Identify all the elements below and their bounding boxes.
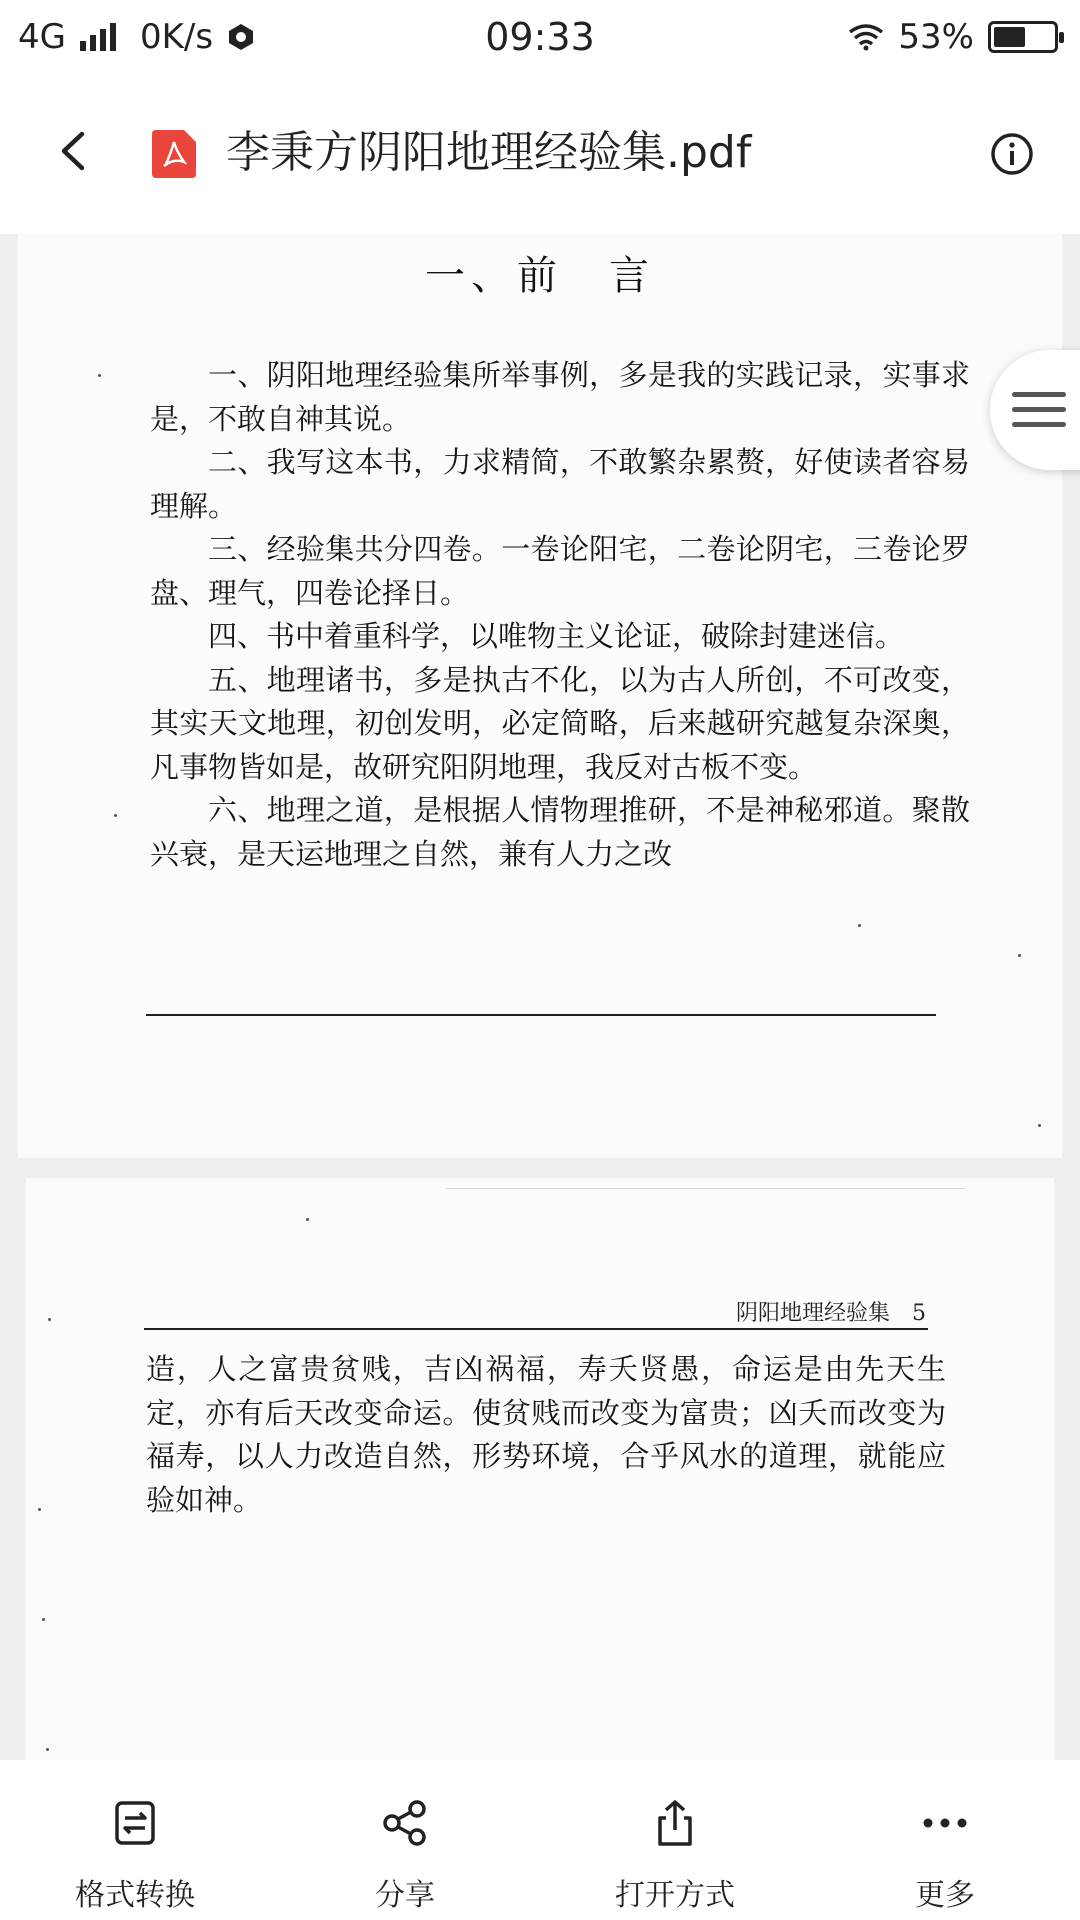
pdf-page <box>18 234 1062 1158</box>
page-rule <box>146 1014 936 1016</box>
back-arrow-icon[interactable] <box>50 126 100 176</box>
paragraph: 五、地理诸书，多是执古不化，以为古人所创，不可改变，其实天文地理，初创发明，必定简略，后来越研究越复杂深奥，凡事物皆如是，故研究阳阴地理，我反对古板不变。 <box>150 662 970 784</box>
battery-icon <box>988 21 1058 53</box>
status-left <box>18 17 255 57</box>
more-icon <box>920 1798 970 1848</box>
paragraph: 六、地理之道，是根据人情物理推研，不是神秘邪道。聚散兴衰，是天运地理之自然，兼有人力之改 <box>150 793 970 871</box>
format-convert-button[interactable] <box>0 1760 270 1920</box>
app-header <box>0 74 1080 234</box>
toolbar-label: 更多 <box>915 1878 975 1913</box>
toolbar-label: 分享 <box>375 1878 435 1913</box>
document-title: 李秉方阴阳地理经验集.pdf <box>226 127 752 178</box>
toolbar-label: 格式转换 <box>75 1878 195 1913</box>
status-right <box>848 17 1058 57</box>
section-heading: 一、前 言 <box>425 253 655 299</box>
info-icon[interactable] <box>990 132 1034 176</box>
pdf-viewer[interactable] <box>0 234 1080 1760</box>
paragraph: 二、我写这本书，力求精简，不敢繁杂累赘，好使读者容易理解。 <box>150 445 970 523</box>
network-type: 4G <box>18 17 66 57</box>
page-number: 5 <box>912 1301 926 1326</box>
running-header <box>736 1296 926 1327</box>
wifi-icon <box>848 23 884 51</box>
page-rule <box>144 1328 928 1330</box>
share-icon <box>380 1798 430 1848</box>
paragraph: 一、阴阳地理经验集所举事例，多是我的实践记录，实事求是，不敢自神其说。 <box>150 358 970 436</box>
page-body <box>146 1348 946 1522</box>
hamburger-menu-icon <box>1012 390 1066 430</box>
more-button[interactable] <box>810 1760 1080 1920</box>
page-rule <box>446 1188 966 1189</box>
hexagon-notification-icon <box>227 23 255 51</box>
network-speed: 0K/s <box>139 17 214 57</box>
pdf-file-icon <box>152 130 196 178</box>
bottom-toolbar <box>0 1760 1080 1920</box>
page-body <box>150 354 970 876</box>
clock: 09:33 <box>485 15 595 59</box>
open-with-icon <box>650 1798 700 1848</box>
share-button[interactable] <box>270 1760 540 1920</box>
format-convert-icon <box>110 1798 160 1848</box>
toolbar-label: 打开方式 <box>615 1878 735 1913</box>
battery-percent: 53% <box>898 17 974 57</box>
paragraph: 三、经验集共分四卷。一卷论阳宅，二卷论阴宅，三卷论罗盘、理气，四卷论择日。 <box>150 532 970 610</box>
pdf-page <box>26 1178 1054 1760</box>
status-bar <box>0 0 1080 74</box>
running-header-title: 阴阳地理经验集 <box>735 1301 890 1326</box>
paragraph: 四、书中着重科学，以唯物主义论证，破除封建迷信。 <box>208 619 905 653</box>
signal-icon <box>80 23 116 51</box>
paragraph: 造，人之富贵贫贱，吉凶祸福，寿夭贤愚，命运是由先天生定，亦有后天改变命运。使贫贱而改变为富贵；凶夭而改变为福寿，以人力改造自然，形势环境，合乎风水的道理，就能应验如神。 <box>146 1352 946 1517</box>
open-with-button[interactable] <box>540 1760 810 1920</box>
